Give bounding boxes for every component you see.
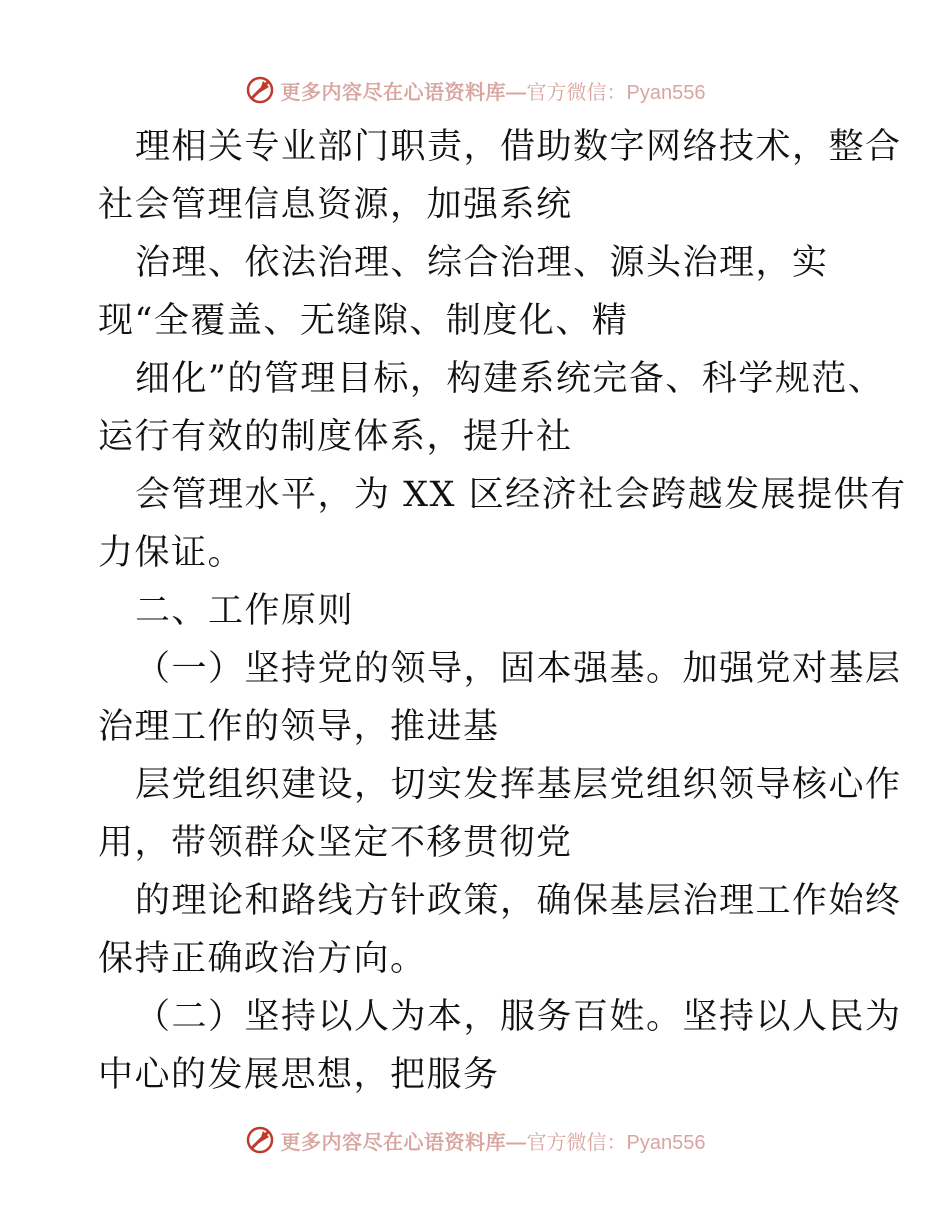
quill-pen-logo-icon — [245, 1125, 275, 1155]
paragraph-line: （二）坚持以人为本，服务百姓。坚持以人民为 — [135, 997, 902, 1037]
watermark-site-text: 更多内容尽在心语资料库— — [280, 81, 527, 104]
paragraph-line: 理相关专业部门职责，借助数字网络技术，整合 — [135, 127, 902, 167]
quill-pen-logo-icon — [245, 75, 275, 105]
watermark-site-text: 更多内容尽在心语资料库— — [280, 1131, 527, 1154]
paragraph-line: 细化”的管理目标，构建系统完备、科学规范、 — [135, 359, 885, 399]
paragraph-line: 中心的发展思想，把服务 — [98, 1055, 500, 1095]
paragraph-line: 治理、依法治理、综合治理、源头治理，实 — [135, 243, 829, 283]
paragraph-line: 用，带领群众坚定不移贯彻党 — [98, 823, 573, 863]
document-body — [98, 118, 907, 1104]
paragraph-line: （一）坚持党的领导，固本强基。加强党对基层 — [135, 649, 902, 689]
footer-watermark — [0, 1122, 950, 1158]
watermark-wechat-text: 官方微信：Pyan556 — [526, 81, 706, 104]
section-heading: 二、工作原则 — [135, 591, 355, 631]
header-watermark — [0, 72, 950, 108]
paragraph-line: 运行有效的制度体系，提升社 — [98, 417, 573, 457]
paragraph-line: 治理工作的领导，推进基 — [98, 707, 500, 747]
paragraph-line: 社会管理信息资源，加强系统 — [98, 185, 573, 225]
paragraph-line: 保持正确政治方向。 — [98, 939, 427, 979]
paragraph-line: 层党组织建设，切实发挥基层党组织领导核心作 — [135, 765, 902, 805]
paragraph-line: 的理论和路线方针政策，确保基层治理工作始终 — [135, 881, 902, 921]
watermark-wechat-text: 官方微信：Pyan556 — [526, 1131, 706, 1154]
paragraph-line: 力保证。 — [98, 533, 245, 573]
paragraph-line: 会管理水平，为 XX 区经济社会跨越发展提供有 — [135, 475, 907, 515]
paragraph-line: 现“全覆盖、无缝隙、制度化、精 — [98, 301, 629, 341]
